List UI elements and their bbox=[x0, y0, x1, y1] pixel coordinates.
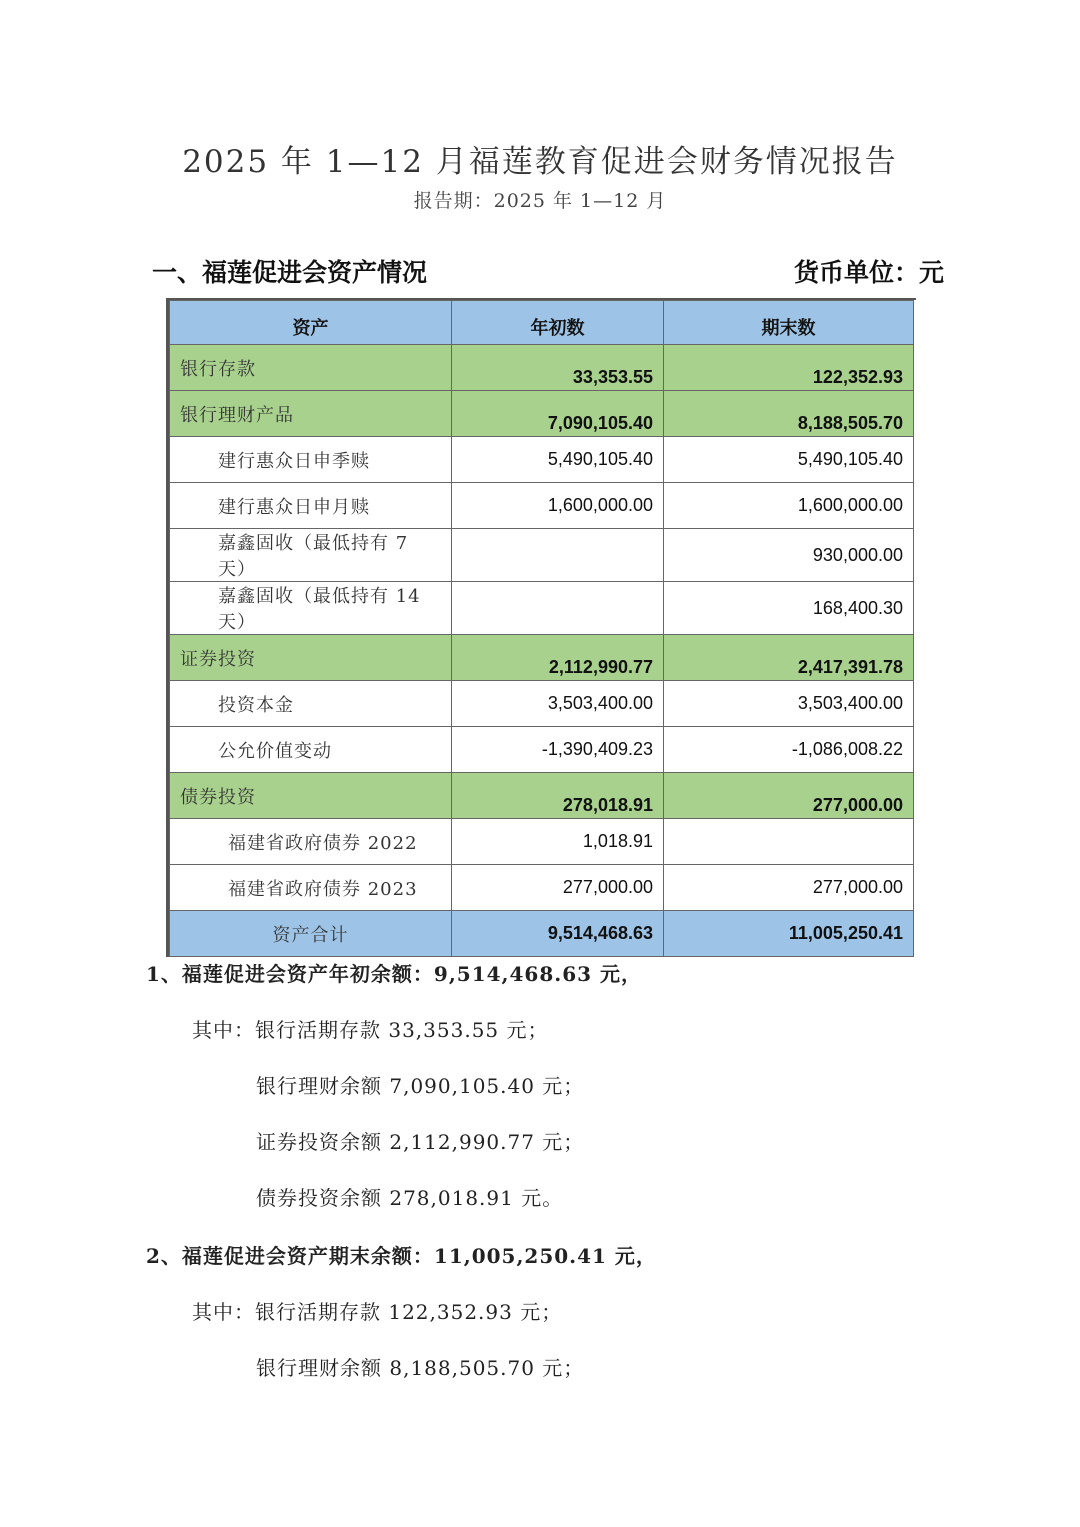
row-end-value: 5,490,105.40 bbox=[664, 437, 914, 483]
row-label: 嘉鑫固收（最低持有 7 天） bbox=[170, 529, 452, 582]
table-row bbox=[170, 865, 914, 911]
para-start-balance: 1、福莲促进会资产年初余额：9,514,468.63 元， bbox=[146, 962, 643, 986]
row-start-value bbox=[452, 582, 664, 635]
currency-unit: 货币单位：元 bbox=[793, 258, 944, 287]
table-row bbox=[170, 911, 914, 957]
report-period: 报告期：2025 年 1—12 月 bbox=[413, 190, 667, 212]
row-start-value: 277,000.00 bbox=[452, 865, 664, 911]
row-end-value: 3,503,400.00 bbox=[664, 681, 914, 727]
row-start-value: 3,503,400.00 bbox=[452, 681, 664, 727]
row-start-value bbox=[452, 529, 664, 582]
section-heading: 一、福莲促进会资产情况 bbox=[152, 258, 428, 287]
row-label: 银行存款 bbox=[170, 345, 452, 391]
table-row bbox=[170, 529, 914, 582]
row-label: 福建省政府债券 2022 bbox=[170, 819, 452, 865]
table-row bbox=[170, 391, 914, 437]
report-title: 2025 年 1—12 月福莲教育促进会财务情况报告 bbox=[182, 144, 898, 180]
row-end-value: 122,352.93 bbox=[664, 345, 914, 391]
row-start-value: 278,018.91 bbox=[452, 773, 664, 819]
row-end-value: 930,000.00 bbox=[664, 529, 914, 582]
table-row bbox=[170, 773, 914, 819]
row-label: 福建省政府债券 2023 bbox=[170, 865, 452, 911]
row-end-value: 1,600,000.00 bbox=[664, 483, 914, 529]
row-label: 建行惠众日申季赎 bbox=[170, 437, 452, 483]
row-end-value: 168,400.30 bbox=[664, 582, 914, 635]
row-label: 资产合计 bbox=[170, 911, 452, 957]
para-end-balance: 2、福莲促进会资产期末余额：11,005,250.41 元， bbox=[146, 1244, 657, 1268]
row-label: 债券投资 bbox=[170, 773, 452, 819]
asset-table bbox=[169, 300, 914, 957]
para-start-wealth: 银行理财余额 7,090,105.40 元； bbox=[256, 1074, 585, 1098]
table-row bbox=[170, 483, 914, 529]
table-row bbox=[170, 727, 914, 773]
row-end-value: 11,005,250.41 bbox=[664, 911, 914, 957]
table-row bbox=[170, 819, 914, 865]
row-label: 建行惠众日申月赎 bbox=[170, 483, 452, 529]
para-start-deposit: 其中：银行活期存款 33,353.55 元； bbox=[192, 1018, 549, 1042]
row-end-value bbox=[664, 819, 914, 865]
asset-table-wrapper bbox=[166, 298, 916, 957]
row-end-value: 2,417,391.78 bbox=[664, 635, 914, 681]
para-start-securities: 证券投资余额 2,112,990.77 元； bbox=[256, 1130, 585, 1154]
header-end: 期末数 bbox=[664, 301, 914, 345]
row-start-value: 7,090,105.40 bbox=[452, 391, 664, 437]
row-label: 银行理财产品 bbox=[170, 391, 452, 437]
row-end-value: 277,000.00 bbox=[664, 865, 914, 911]
row-end-value: 277,000.00 bbox=[664, 773, 914, 819]
row-start-value: 9,514,468.63 bbox=[452, 911, 664, 957]
table-row bbox=[170, 582, 914, 635]
para-end-wealth: 银行理财余额 8,188,505.70 元； bbox=[256, 1356, 585, 1380]
row-label: 嘉鑫固收（最低持有 14 天） bbox=[170, 582, 452, 635]
header-asset: 资产 bbox=[170, 301, 452, 345]
table-header-row bbox=[170, 301, 914, 345]
row-label: 公允价值变动 bbox=[170, 727, 452, 773]
para-end-deposit: 其中：银行活期存款 122,352.93 元； bbox=[192, 1300, 563, 1324]
row-start-value: -1,390,409.23 bbox=[452, 727, 664, 773]
table-row bbox=[170, 681, 914, 727]
table-row bbox=[170, 635, 914, 681]
para-start-bonds: 债券投资余额 278,018.91 元。 bbox=[256, 1186, 564, 1210]
row-start-value: 33,353.55 bbox=[452, 345, 664, 391]
row-label: 投资本金 bbox=[170, 681, 452, 727]
row-start-value: 1,018.91 bbox=[452, 819, 664, 865]
row-start-value: 2,112,990.77 bbox=[452, 635, 664, 681]
row-start-value: 5,490,105.40 bbox=[452, 437, 664, 483]
row-end-value: 8,188,505.70 bbox=[664, 391, 914, 437]
table-row bbox=[170, 437, 914, 483]
row-end-value: -1,086,008.22 bbox=[664, 727, 914, 773]
table-row bbox=[170, 345, 914, 391]
header-start: 年初数 bbox=[452, 301, 664, 345]
row-label: 证券投资 bbox=[170, 635, 452, 681]
row-start-value: 1,600,000.00 bbox=[452, 483, 664, 529]
